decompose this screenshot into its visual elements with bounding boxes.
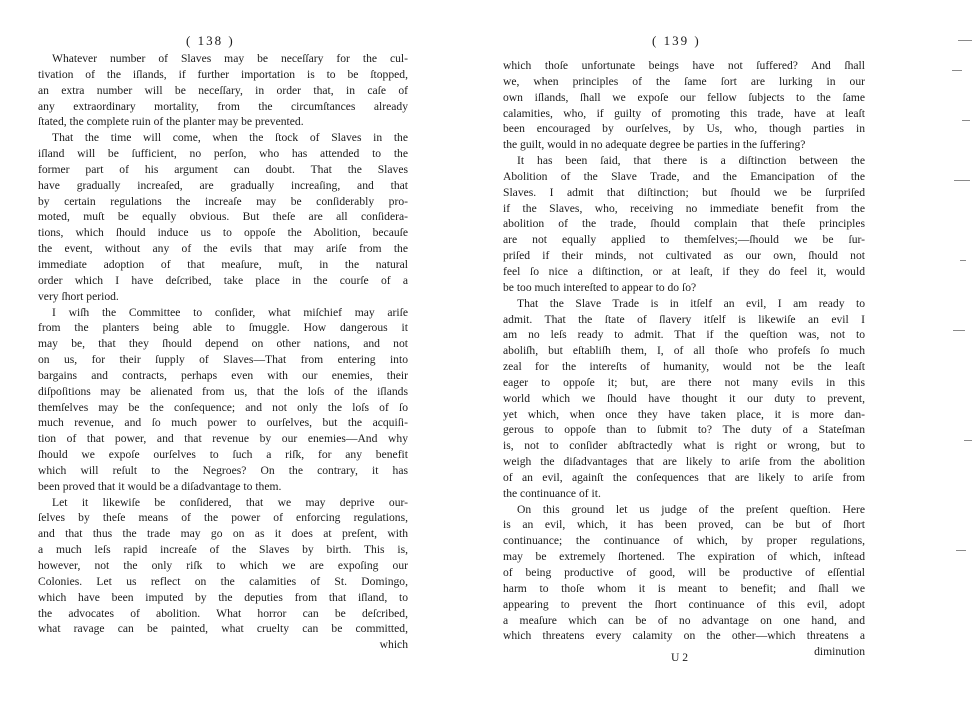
text-line: a meaſure which can be of no advantage on one hand, and (503, 613, 865, 627)
page-number: ( 138 ) (186, 33, 235, 48)
text-line: world which we ſhould have thought it our duty to prevent, (503, 391, 865, 405)
text-line: any extraordinary mortality, from the circumſtances already (38, 99, 408, 113)
text-line: on us, for their ſupply of Slaves—That from entering into (38, 353, 408, 367)
right-page (470, 0, 980, 701)
text-line: That the Slave Trade is in itſelf an evil, I am ready to (517, 296, 865, 310)
text-line: ſtated, the complete ruin of the planter may be prevented. (38, 115, 304, 129)
text-line: what ravage can be painted, what cruelty can be committed, (38, 622, 408, 636)
text-line: feel ſo nice a diſtinction, or at leaſt, if they do feel it, would (503, 264, 865, 278)
text-line: is, not to conſider abſtractedly what is right or wrong, but to (503, 439, 865, 453)
text-line: however, not the only riſk to which we are expoſing our (38, 559, 408, 572)
text-line: I wiſh the Committee to conſider, what miſchief may ariſe (52, 305, 408, 319)
text-line: the advocates of abolition. What horror can be deſcribed, (38, 606, 408, 620)
text-line: very ſhort period. (38, 289, 119, 303)
text-line: a much leſs rapid increaſe of the Slaves by birth. This is, (38, 543, 408, 557)
text-line: Let it likewiſe be conſidered, that we may deprive our- (52, 495, 408, 509)
text-line: the continuance of it. (503, 486, 601, 500)
text-line: is an evil, which, it has been proved, can be but of ſhort (503, 518, 865, 532)
text-line: from the planters being able to ſmuggle. How dangerous it (38, 321, 408, 335)
text-line: been encouraged by ourſelves, by Us, who, though parties in (503, 122, 865, 136)
text-line: are not equally applied to themſelves;—ſhould we be ſur- (503, 233, 865, 247)
text-line: tions, which ſhould induce us to oppoſe the Abolition, becauſe (38, 226, 408, 240)
body-text (503, 58, 865, 660)
text-line: which thoſe unfortunate beings have not ſuffered? And ſhall (503, 59, 865, 72)
text-line: the event, without any of the evils that may ariſe from the (38, 242, 408, 256)
page-signature: U 2 (671, 651, 689, 664)
text-line: may be extremely ſhortened. The expiration of which, inſtead (503, 550, 865, 564)
text-line: aboliſh, but eſtabliſh them, I, of all thoſe who profeſs ſo much (503, 344, 865, 358)
text-line: ſhould we expoſe ourſelves to ſuch a riſk, for any benefit (38, 448, 408, 462)
text-line: tion of that power, and that revenue by our enemies—And why (38, 432, 408, 446)
text-line: which (379, 638, 408, 652)
text-line: It has been ſaid, that there is a diſtinction between the (517, 154, 865, 168)
text-line: an extra number will be neceſſary, in order that, in caſe of (38, 83, 408, 97)
text-line: gerous to oppoſe than to ſubmit to? The duty of a Stateſman (503, 423, 865, 437)
text-line: eager to oppoſe it; but, are there not many evils in this (503, 375, 865, 389)
scan-edge-marks (950, 30, 976, 670)
text-line: Abolition of the Slave Trade, and the Emancipation of the (503, 169, 865, 183)
text-line: have gradually increaſed, are gradually increaſing, and that (38, 178, 408, 192)
text-line: am no leſs ready to admit. That if the queſtion was, not to (503, 328, 865, 342)
text-line: which threatens every calamity on the other—which threatens a (503, 629, 865, 643)
text-line: diſpoſitions may be alienated from us, that the loſs of the iſlands (38, 384, 408, 398)
text-line: abolition of the trade, ſhould complain that theſe principles (503, 217, 865, 231)
text-line: we, when principles of the ſame ſort are lurking in our (503, 74, 865, 88)
text-line: weigh the diſadvantages that are likely to ariſe from the abolition (503, 455, 865, 469)
page-number: ( 139 ) (652, 33, 701, 48)
text-line: bargains and contracts, perhaps even with our enemies, their (38, 368, 408, 382)
text-line: yet which, when once they have taken place, it is more dan- (503, 407, 865, 421)
text-line: of being productive of good, will be productive of eſſential (503, 566, 865, 579)
text-line: Whatever number of Slaves may be neceſſary for the cul- (52, 52, 408, 65)
text-line: if the Slaves, who, receiving no immediate benefit from the (503, 201, 865, 215)
text-line: iſland will be ſufficient, no perſon, who has attended to the (38, 147, 408, 161)
text-line: ſelves by theſe means of the power of enforcing regulations, (38, 511, 408, 525)
text-line: and that thus the trade may go on as it does at preſent, with (38, 527, 408, 541)
text-line: order which I have deſcribed, take place in the courſe of a (38, 273, 408, 287)
left-page (0, 0, 470, 701)
text-line: of an evil, againſt the conſequences that are likely to ariſe from (503, 470, 865, 484)
text-line: admit. That the ſtate of ſlavery itſelf is likewiſe an evil I (503, 312, 865, 326)
text-line: calamities, who, if guilty of promoting this trade, have at leaſt (503, 106, 865, 120)
text-line: which have been imputed by the deputies from that iſland, to (38, 590, 408, 604)
text-line: by certain regulations the increaſe may be conſiderably pro- (38, 194, 408, 208)
text-line: harm to thoſe whom it is meant to benefit; and ſhall we (503, 581, 865, 595)
text-line: continuance; the continuance of which, by proper regulations, (503, 534, 865, 548)
text-line: diminution (814, 645, 865, 659)
text-line: Colonies. Let us reflect on the calamities of St. Domingo, (38, 574, 408, 588)
text-line: the guilt, would in no adequate degree be parties in the ſuffering? (503, 138, 806, 152)
text-line: appearing to prevent the ſhort continuance of this evil, adopt (503, 597, 865, 611)
text-line: priſed if their minds, not cultivated as our own, ſhould not (503, 249, 865, 263)
text-line: themſelves may be the conſequence; and not only the loſs of ſo (38, 400, 408, 414)
text-line: tivation of the iſlands, if further importation is to be ſtopped, (38, 67, 408, 81)
text-line: That the time will come, when the ſtock of Slaves in the (52, 131, 408, 145)
text-line: On this ground let us judge of the preſent queſtion. Here (517, 502, 865, 516)
text-line: zeal for the intereſts of humanity, would not be the leaſt (503, 360, 865, 374)
text-line: immediate adoption of that meaſure, muſt, in the natural (38, 257, 408, 271)
text-line: moted, muſt be equally obvious. But theſe are all conſidera- (38, 210, 408, 224)
text-line: be too much intereſted to appear to do ſo? (503, 280, 697, 294)
text-line: been proved that it would be a diſadvantage to them. (38, 479, 282, 493)
text-line: former part of his argument can doubt. That the Slaves (38, 162, 408, 176)
text-line: may be, that they ſhould depend on other nations, and not (38, 337, 408, 351)
text-line: own iſlands, ſhall we expoſe our fellow ſubjects to the ſame (503, 90, 865, 104)
text-line: Slaves. I admit that diſtinction; but ſhould we be ſurpriſed (503, 185, 865, 199)
body-text (38, 51, 408, 653)
text-line: which will reſult to the Negroes? On the contrary, it has (38, 463, 408, 477)
text-line: much revenue, and ſo much power to ourſelves, but the acquiſi- (38, 416, 408, 430)
